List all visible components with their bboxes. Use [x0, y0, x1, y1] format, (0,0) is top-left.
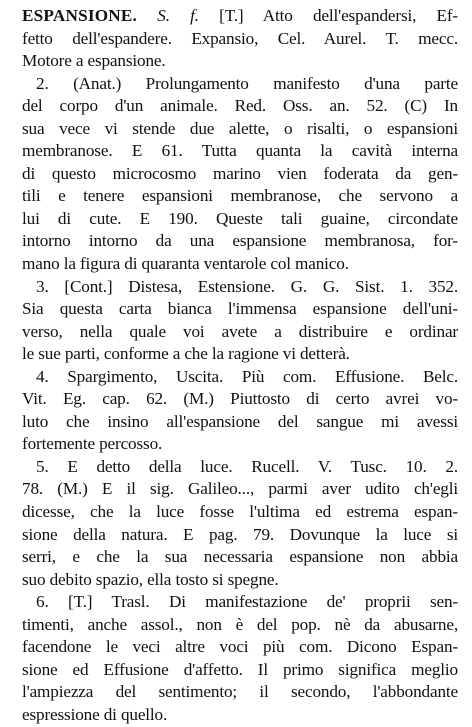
sense-5-line-1: 5. E detto della luce. Rucell. V. Tusc. 10. 2.	[36, 456, 458, 476]
entry-line-3: Motore a espansione.	[22, 51, 166, 71]
sense-5-line-3: dicesse, che la luce fosse l'ultima ed estrema espan-	[22, 502, 458, 522]
sense-4-line-3: luto che insino all'espansione del sangue mi avessi	[22, 411, 458, 431]
sense-6-line-3: facendone le veci altre voci più com. Dicono Espan-	[22, 637, 458, 657]
sense-2-line-3: sua vece vi stende due alette, o risalti, o espansioni	[22, 118, 458, 138]
sense-6-line-2: timenti, anche assol., non è del pop. nè da abusarne,	[22, 614, 458, 634]
dictionary-entry-espansione	[22, 5, 458, 727]
sense-3-line-4: le sue parti, conforme a che la ragione vi detterà.	[22, 344, 350, 364]
sense-2-line-8: intorno intorno da una espansione membranosa, for-	[22, 231, 458, 251]
sense-6-line-1: 6. [T.] Trasl. Di manifestazione de' proprii sen-	[36, 592, 458, 612]
sense-2-line-5: di questo microcosmo marino vien foderata da gen-	[22, 163, 458, 183]
sense-2-line-9: mano la figura di quaranta ventarole col manico.	[22, 254, 349, 274]
sense-2-line-2: del corpo d'un animale. Red. Oss. an. 52. (C) In	[22, 96, 458, 116]
sense-6-line-4: sione ed Effusione d'affetto. Il primo significa meglio	[22, 659, 458, 679]
headword: ESPANSIONE.	[22, 6, 138, 25]
sense-2-line-1: 2. (Anat.) Prolungamento manifesto d'una parte	[36, 73, 458, 93]
sense-6-line-5: l'ampiezza del sentimento; il secondo, l'abbondante	[22, 682, 458, 702]
sense-3-line-3: verso, nella quale voi avete a distribuire e ordinar	[22, 321, 458, 341]
sense-2-line-7: lui di cute. E 190. Queste tali guaine, circondate	[22, 208, 458, 228]
sense-2-line-6: tili e tenere espansioni membranose, che servono a	[22, 186, 458, 206]
sense-3-line-2: Sia questa carta bianca l'immensa espansione dell'uni-	[22, 299, 458, 319]
entry-line-1	[22, 5, 458, 28]
sense-4-line-4: fortemente percosso.	[22, 434, 163, 454]
sense-4-line-2: Vit. Eg. cap. 62. (M.) Piuttosto di certo avrei vo-	[22, 389, 458, 409]
sense-5-line-6: suo debito spazio, ella tosto si spegne.	[22, 569, 279, 589]
sense-3-line-1: 3. [Cont.] Distesa, Estensione. G. G. Sist. 1. 352.	[36, 276, 458, 296]
sense-2-line-4: membranose. E 61. Tutta quanta la cavità interna	[22, 141, 458, 161]
entry-line-2: fetto dell'espandere. Expansio, Cel. Aurel. T. mecc.	[22, 28, 458, 48]
sense-6-line-6: espressione di quello.	[22, 704, 168, 724]
line-text: [T.] Atto dell'espandersi, Ef-	[219, 6, 458, 25]
sense-4-line-1: 4. Spargimento, Uscita. Più com. Effusione. Belc.	[36, 366, 458, 386]
sense-5-line-5: serri, e che la sua necessaria espansione non abbia	[22, 547, 458, 567]
sense-5-line-4: sione della natura. E pag. 79. Dovunque la luce si	[22, 524, 458, 544]
sense-5-line-2: 78. (M.) E il sig. Galileo..., parmi aver udito ch'egli	[22, 479, 458, 499]
part-of-speech: S. f.	[157, 6, 199, 25]
